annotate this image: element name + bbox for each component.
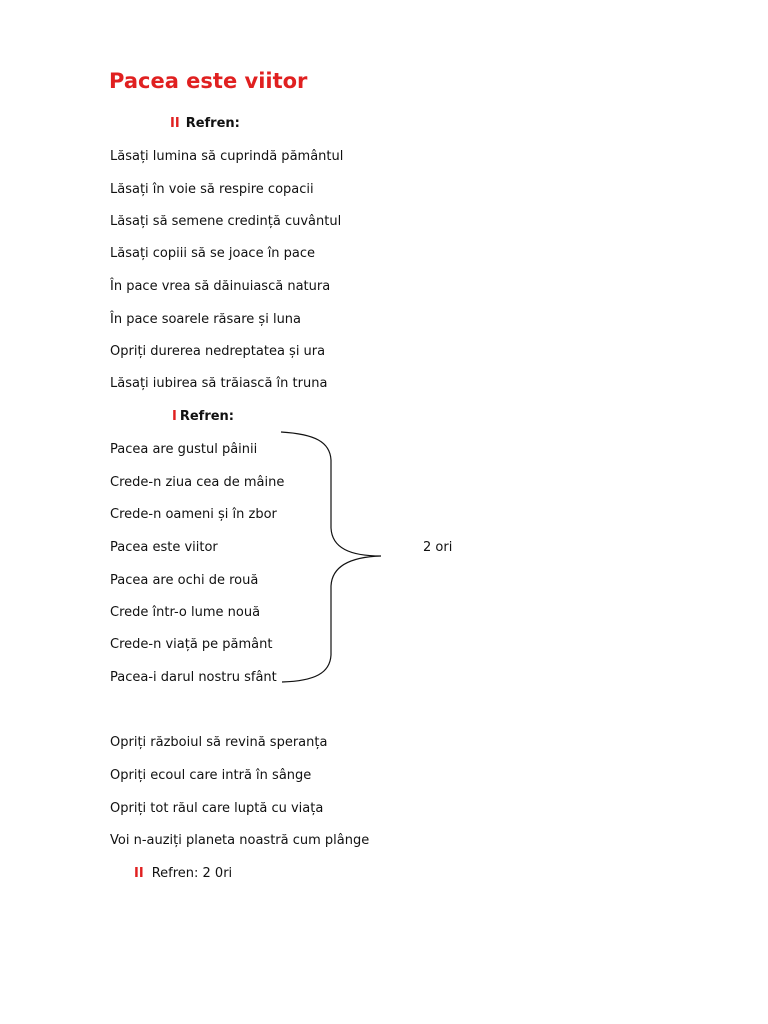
verse-line: În pace vrea să dăinuiască natura xyxy=(110,279,331,294)
chorus-line: Pacea-i darul nostru sfânt xyxy=(110,670,277,685)
verse-line: Lăsați iubirea să trăiască în truna xyxy=(110,376,328,391)
chorus-line: Crede-n viață pe pământ xyxy=(110,637,273,652)
refrain-label: Refren: xyxy=(179,409,235,424)
refrain-heading-mid xyxy=(172,409,234,425)
verse-line: Lăsați lumina să cuprindă pământul xyxy=(110,149,344,164)
chorus-line: Crede într-o lume nouă xyxy=(110,605,261,620)
refrain-number: II xyxy=(170,116,180,131)
chorus-line: Pacea este viitor xyxy=(110,540,218,555)
verse-line: În pace soarele răsare și luna xyxy=(110,312,302,327)
song-title: Pacea este viitor xyxy=(109,69,308,93)
verse-line: Lăsați în voie să respire copacii xyxy=(110,182,314,197)
chorus-line: Pacea are gustul pâinii xyxy=(110,442,258,457)
verse-line: Voi n-auziți planeta noastră cum plânge xyxy=(110,833,370,848)
refrain-label: Refren: 2 0ri xyxy=(151,866,233,881)
chorus-line: Crede-n oameni și în zbor xyxy=(110,507,277,522)
refrain-label: Refren: xyxy=(185,116,240,131)
refrain-heading-end xyxy=(134,866,232,882)
verse-line: Lăsați copiii să se joace în pace xyxy=(110,246,316,261)
verse-line: Opriți războiul să revină speranța xyxy=(110,735,328,750)
repeat-note: 2 ori xyxy=(423,540,453,555)
verse-line: Lăsați să semene credință cuvântul xyxy=(110,214,342,229)
refrain-number: II xyxy=(134,866,144,881)
refrain-heading-top xyxy=(170,116,240,132)
verse-line: Opriți tot răul care luptă cu viața xyxy=(110,801,324,816)
verse-line: Opriți durerea nedreptatea și ura xyxy=(110,344,326,359)
verse-line: Opriți ecoul care intră în sânge xyxy=(110,768,312,783)
chorus-line: Crede-n ziua cea de mâine xyxy=(110,475,285,490)
refrain-number: I xyxy=(172,409,177,424)
chorus-line: Pacea are ochi de rouă xyxy=(110,573,259,588)
